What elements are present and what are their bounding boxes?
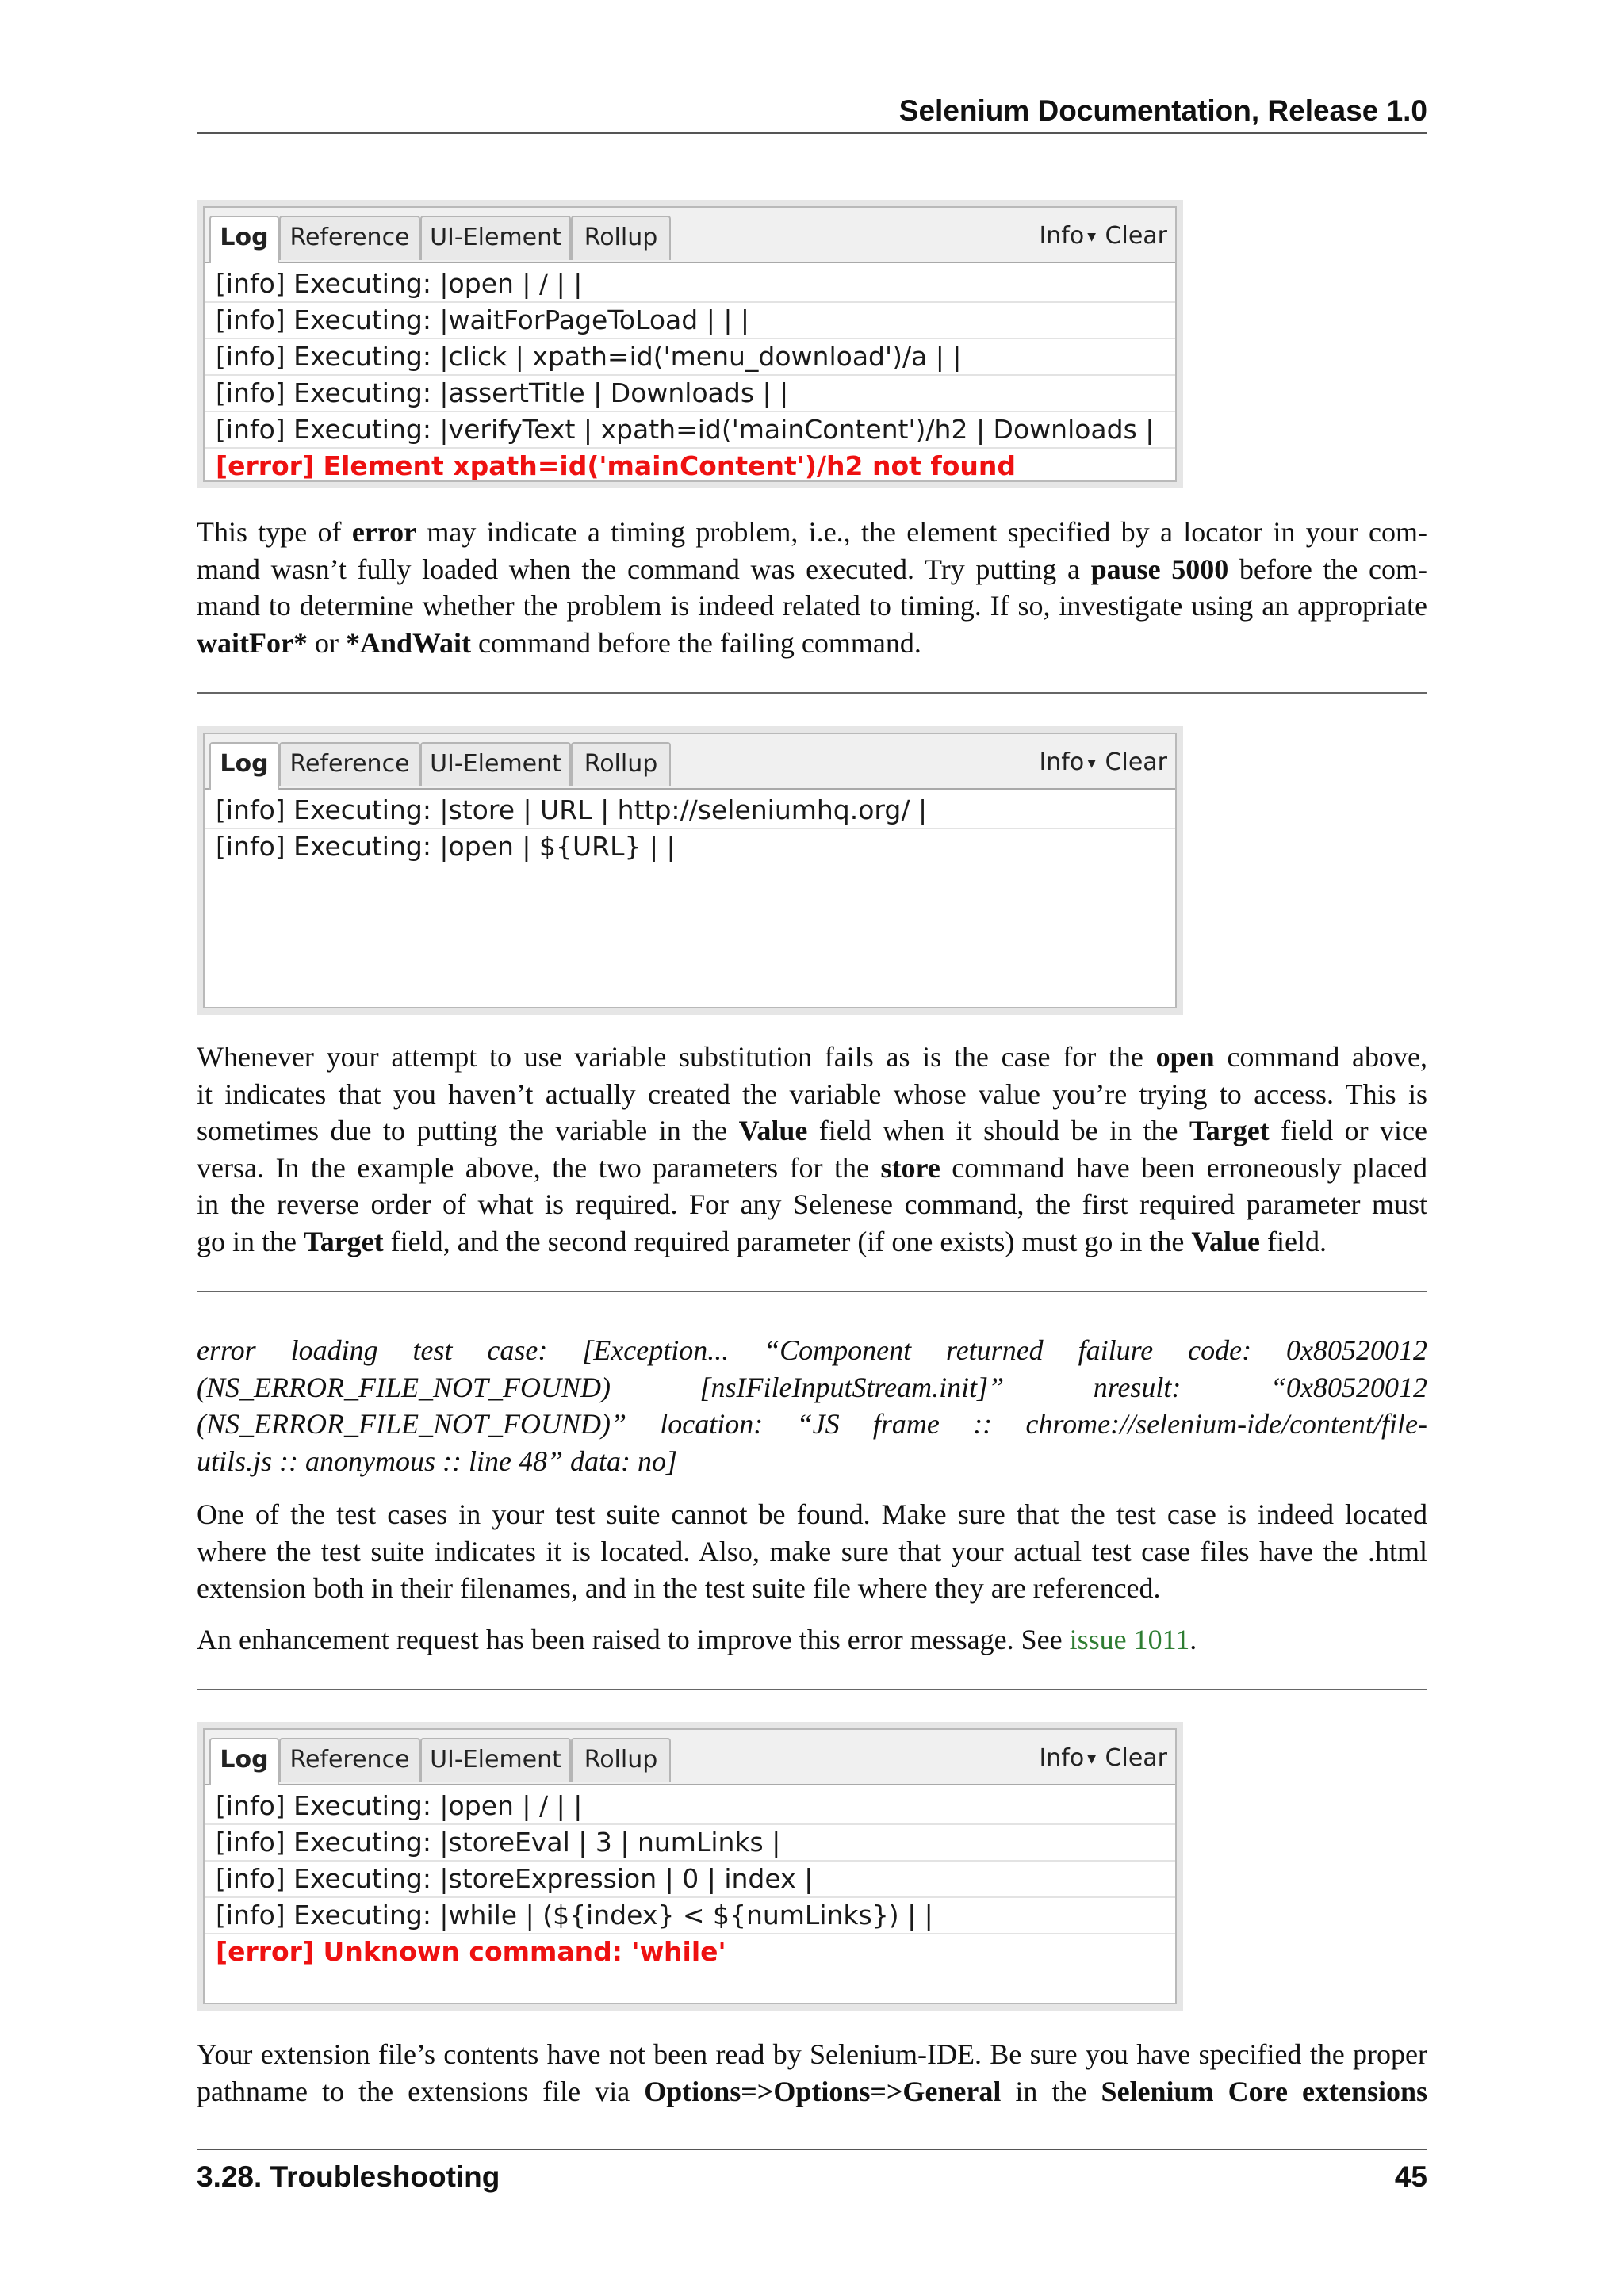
log-panel-screenshot-2 [197,726,1183,1015]
section-divider [197,692,1427,694]
info-label: Info [1039,222,1085,250]
tab-ui-element[interactable]: UI-Element [420,216,571,260]
paragraph-error-loading-test-case: error loading test case: [Exception... “Component returned failure code: 0x80520012 (NS_ERROR_FILE_NOT_FOUND) [nsIFileInputStream.init]” nresult: “0x80520012 (NS_ERROR_FILE_NOT_FOUND)” location: “JS frame :: chrome://selenium-ide/content/file- utils.js :: anonymous :: line 48” data: no] [197,1334,1427,1477]
info-dropdown[interactable] [1039,216,1096,260]
log-line: [info] Executing: |store | URL | http://seleniumhq.org/ | [205,793,1175,829]
log-tab-bar [205,208,1175,263]
log-tab-bar [205,1730,1175,1785]
info-dropdown[interactable] [1039,742,1096,786]
section-divider [197,1689,1427,1690]
log-error-line: [error] Unknown command: 'while' [216,1936,726,1967]
paragraph-variable-substitution: Whenever your attempt to use variable substitution fails as is the case for the open command above, it indicates that you haven’t actually created the variable whose value you’re trying to access. This is sometimes due to putting the variable in the Value field when it should be in the Target field or vice versa. In the example above, the two parameters for the store command have been erroneously placed in the reverse order of what is required. For any Selenese command, the first required parameter must go in the Target field, and the second required parameter (if one exists) must go in the Value field. [197,1041,1427,1257]
tab-ui-element[interactable]: UI-Element [420,742,571,786]
log-line: [info] Executing: |storeExpression | 0 | index | [205,1862,1175,1898]
tab-rollup[interactable]: Rollup [571,1738,671,1782]
running-header: Selenium Documentation, Release 1.0 [898,94,1427,127]
log-line: [info] Executing: |open | ${URL} | | [216,831,676,862]
log-tab-bar [205,734,1175,790]
tab-reference[interactable]: Reference [279,742,420,786]
log-lines [205,793,1175,864]
info-label: Info [1039,1744,1085,1772]
tab-rollup[interactable]: Rollup [571,216,671,260]
tab-reference[interactable]: Reference [279,1738,420,1782]
log-line: [info] Executing: |while | (${index} < ${numLinks}) | | [205,1898,1175,1934]
paragraph-extension-file: Your extension file’s contents have not been read by Selenium-IDE. Be sure you have specified the proper pathname to the extensions file via Options=>Options=>General in the Selenium Core extensions [197,2038,1428,2107]
log-line: [info] Executing: |verifyText | xpath=id('mainContent')/h2 | Downloads | [205,412,1175,449]
section-divider [197,1291,1427,1292]
running-footer [197,2155,1427,2199]
tab-log[interactable]: Log [209,742,279,790]
info-dropdown[interactable] [1039,1738,1096,1782]
log-line: [info] Executing: |assertTitle | Downloads | | [205,376,1175,412]
tab-rollup[interactable]: Rollup [571,742,671,786]
paragraph-enhancement-request: An enhancement request has been raised to improve this error message. See issue 1011. [197,1624,1197,1655]
header-rule [197,132,1427,134]
log-line: [info] Executing: |click | xpath=id('menu_download')/a | | [205,339,1175,376]
log-line: [info] Executing: |waitForPageToLoad | | | [205,303,1175,339]
tab-log[interactable]: Log [209,216,279,263]
log-panel-screenshot-3 [197,1722,1183,2011]
log-lines [205,266,1175,484]
paragraph-test-case-not-found: One of the test cases in your test suite cannot be found. Make sure that the test case is indeed located where the test suite indicates it is located. Also, make sure that your actual test case files have the .html extension both in their filenames, and in the test suite file where they are referenced. [197,1498,1427,1604]
issue-link[interactable]: issue 1011 [1069,1624,1190,1655]
clear-button[interactable]: Clear [1105,222,1167,250]
dropdown-caret-icon: ▼ [1087,230,1096,243]
dropdown-caret-icon: ▼ [1087,1752,1096,1766]
dropdown-caret-icon: ▼ [1087,756,1096,770]
info-label: Info [1039,748,1085,776]
tab-log[interactable]: Log [209,1738,279,1785]
log-line: [info] Executing: |open | / | | [205,1789,1175,1825]
log-line: [info] Executing: |open | / | | [205,266,1175,303]
footer-section-title: 3.28. Troubleshooting [197,2160,500,2193]
tab-reference[interactable]: Reference [279,216,420,260]
log-panel-screenshot-1 [197,200,1183,488]
log-error-line: [error] Element xpath=id('mainContent')/h2 not found [216,450,1017,481]
page-number: 45 [1394,2160,1427,2193]
tab-ui-element[interactable]: UI-Element [420,1738,571,1782]
clear-button[interactable]: Clear [1105,1744,1167,1772]
paragraph-timing-error: This type of error may indicate a timing problem, i.e., the element specified by a locator in your com- mand wasn’t fully loaded when the command was executed. Try putting a pause 5000 before the com- mand to determine whether the problem is indeed related to timing. If so, investigate using an appropriate waitFor* or *AndWait command before the failing command. [197,516,1427,659]
log-lines [205,1789,1175,1969]
footer-rule [197,2149,1427,2150]
clear-button[interactable]: Clear [1105,748,1167,776]
log-line: [info] Executing: |storeEval | 3 | numLinks | [205,1825,1175,1862]
